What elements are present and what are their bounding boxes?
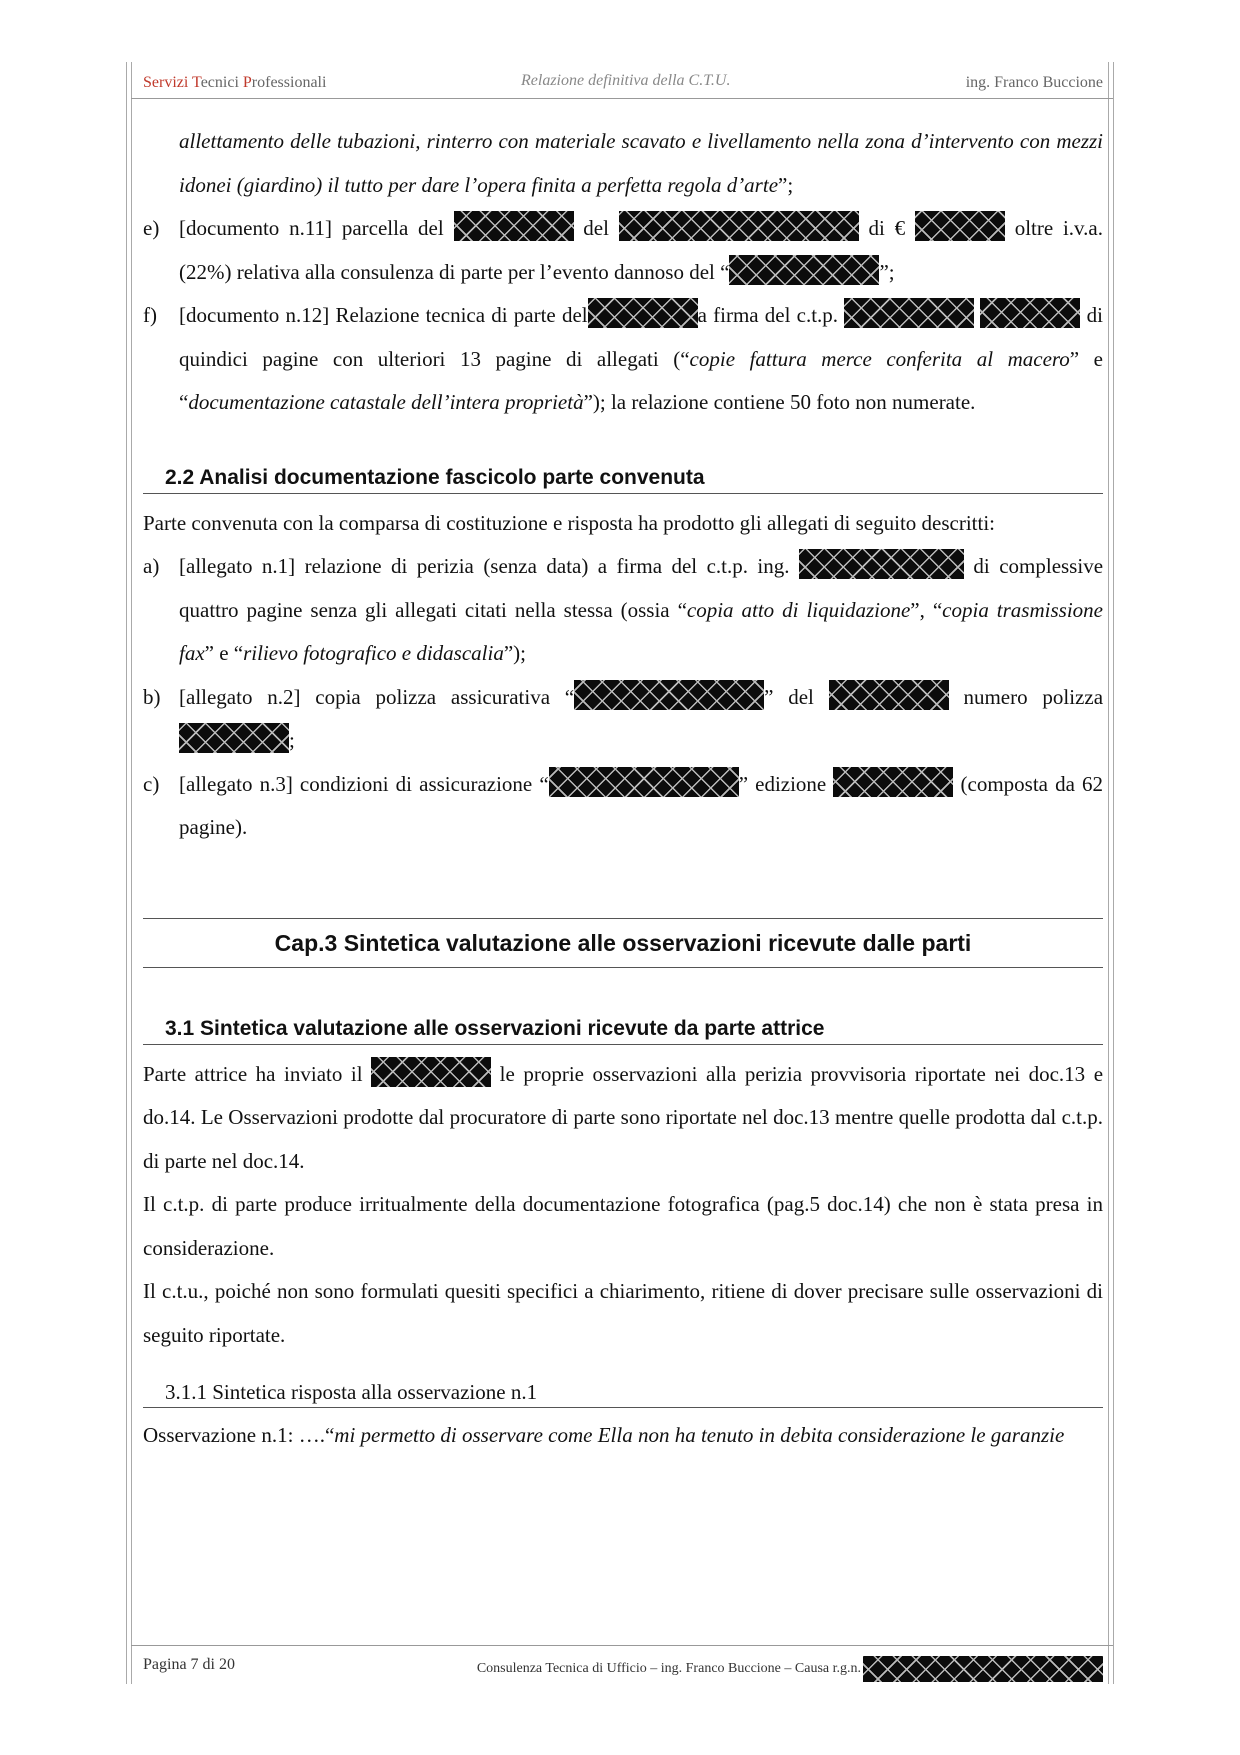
list-item-f: f) [documento n.12] Relazione tecnica di parte del a firma del c.t.p. di quindici pagine con ulteriori 13 pagine di allegati (“copie fattura merce conferita al macero” e “documentazione catastale dell’intera proprietà”); la relazione contiene 50 foto non numerate. <box>143 294 1103 425</box>
redaction-block <box>549 767 739 797</box>
frame-line-right-outer <box>1113 62 1114 1684</box>
redaction-block <box>454 211 574 241</box>
section-heading-2-2: 2.2 Analisi documentazione fascicolo parte convenuta <box>143 463 1103 494</box>
list-item-a: a) [allegato n.1] relazione di perizia (senza data) a firma del c.t.p. ing. di complessive quattro pagine senza gli allegati citati nella stessa (ossia “copia atto di liquidazione”, “copia trasmissione fax” e “rilievo fotografico e didascalia”); <box>143 545 1103 676</box>
header-left: Servizi Tecnici Professionali <box>143 74 327 91</box>
redaction-block <box>980 298 1080 328</box>
redaction-block <box>729 255 879 285</box>
header-center: Relazione definitiva della C.T.U. <box>521 72 731 89</box>
paragraph: Osservazione n.1: ….“mi permetto di osservare come Ella non ha tenuto in debita considerazione le garanzie <box>143 1423 1065 1447</box>
paragraph: Parte attrice ha inviato il le proprie osservazioni alla perizia provvisoria riportate nei doc.13 e do.14. Le Osservazioni prodotte dal procuratore di parte sono riportate nel doc.13 mentre quelle prodotta dal c.t.p. di parte nel doc.14. <box>143 1053 1103 1184</box>
frame-line-left-inner <box>131 62 132 1684</box>
redaction-block <box>829 680 949 710</box>
redaction-block <box>844 298 974 328</box>
list-marker: a) <box>143 554 160 578</box>
page-number: Pagina 7 di 20 <box>143 1656 235 1673</box>
paragraph: Il c.t.p. di parte produce irritualmente della documentazione fotografica (pag.5 doc.14) che non è stata presa in considerazione. <box>143 1192 1103 1260</box>
redaction-block <box>179 723 289 753</box>
footer-rule <box>131 1645 1113 1646</box>
frame-line-left-outer <box>126 62 127 1684</box>
list-marker: f) <box>143 303 157 327</box>
redaction-block <box>863 1656 1103 1682</box>
continued-item: allettamento delle tubazioni, rinterro con materiale scavato e livellamento nella zona d’intervento con mezzi idonei (giardino) il tutto per dare l’opera finita a perfetta regola d’arte”; <box>179 129 1103 197</box>
paragraph: Il c.t.u., poiché non sono formulati quesiti specifici a chiarimento, ritiene di dover precisare sulle osservazioni di seguito riportate. <box>143 1279 1103 1347</box>
list-marker: e) <box>143 216 160 240</box>
list-item-e: e) [documento n.11] parcella del del di € oltre i.v.a. (22%) relativa alla consulenza di parte per l’evento dannoso del “ ”; <box>143 207 1103 294</box>
subsection-heading-3-1-1: 3.1.1 Sintetica risposta alla osservazione n.1 <box>143 1377 1103 1408</box>
redaction-block <box>574 680 764 710</box>
redaction-block <box>799 549 964 579</box>
list-item-b: b) [allegato n.2] copia polizza assicurativa “ ” del numero polizza ; <box>143 676 1103 763</box>
list-marker: c) <box>143 771 160 796</box>
page-content <box>143 120 1103 1458</box>
paragraph: Parte convenuta con la comparsa di costituzione e risposta ha prodotto gli allegati di seguito descritti: <box>143 510 996 535</box>
redaction-block <box>619 211 859 241</box>
frame-line-right-inner <box>1108 62 1109 1684</box>
redaction-block <box>915 211 1005 241</box>
redaction-block <box>833 767 953 797</box>
page-footer <box>143 1650 1103 1680</box>
list-item-c: c) [allegato n.3] condizioni di assicurazione “ ” edizione (composta da 62 pagine). <box>143 763 1103 850</box>
header-right: ing. Franco Buccione <box>965 74 1103 91</box>
redaction-block <box>588 298 698 328</box>
redaction-block <box>371 1057 491 1087</box>
list-marker: b) <box>143 684 161 709</box>
header-rule <box>131 98 1113 99</box>
chapter-heading-3: Cap.3 Sintetica valutazione alle osservazioni ricevute dalle parti <box>143 918 1103 968</box>
footer-right: Consulenza Tecnica di Ufficio – ing. Franco Buccione – Causa r.g.n. <box>477 1656 1103 1682</box>
page-header <box>143 70 1103 96</box>
section-heading-3-1: 3.1 Sintetica valutazione alle osservazioni ricevute da parte attrice <box>143 1014 1103 1045</box>
